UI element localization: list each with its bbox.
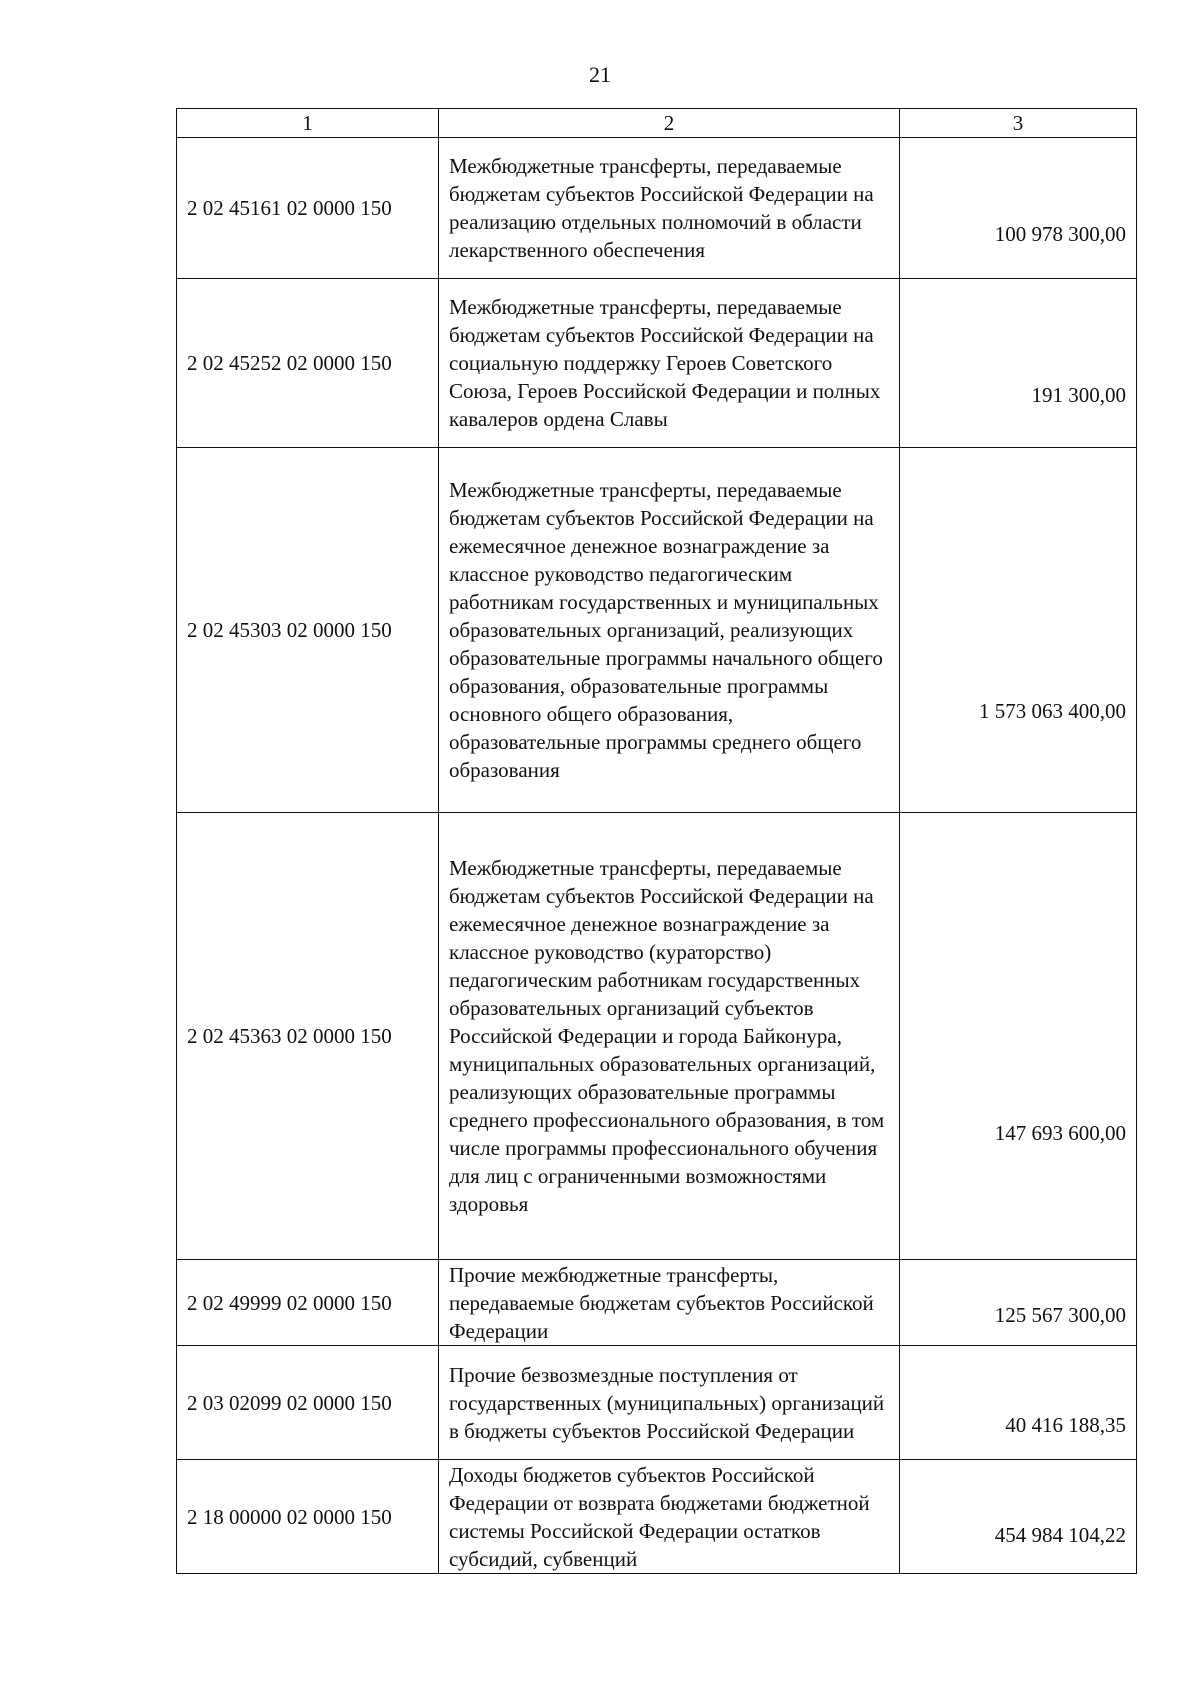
- revenue-amount-cell: [900, 1346, 1137, 1460]
- amount-value: 147 693 600,00: [994, 1121, 1126, 1145]
- column-header-amount: 3: [900, 109, 1137, 138]
- revenue-description-cell: Прочие безвозмездные поступления от государственных (муниципальных) организаций в бюджеты субъектов Российской Федерации: [439, 1346, 900, 1460]
- revenue-code-cell: 2 02 49999 02 0000 150: [177, 1260, 439, 1346]
- revenue-description-cell: Межбюджетные трансферты, передаваемые бюджетам субъектов Российской Федерации на социальную поддержку Героев Советского Союза, Героев Российской Федерации и полных кавалеров ордена Славы: [439, 279, 900, 448]
- amount-value: 1 573 063 400,00: [979, 699, 1126, 723]
- revenue-amount-cell: [900, 279, 1137, 448]
- table-row: [177, 1260, 1137, 1346]
- table-row: [177, 1346, 1137, 1460]
- table-row: [177, 279, 1137, 448]
- budget-revenue-table: [176, 108, 1137, 1574]
- revenue-amount-cell: [900, 1260, 1137, 1346]
- column-header-description: 2: [439, 109, 900, 138]
- amount-value: 191 300,00: [1031, 383, 1126, 407]
- revenue-amount-cell: [900, 138, 1137, 279]
- revenue-description-cell: Межбюджетные трансферты, передаваемые бюджетам субъектов Российской Федерации на ежемесячное денежное вознаграждение за классное руководство (кураторство) педагогическим работникам государственных образовательных организаций субъектов Российской Федерации и города Байконура, муниципальных образовательных организаций, реализующих образовательные программы среднего профессионального образования, в том числе программы профессионального обучения для лиц с ограниченными возможностями здоровья: [439, 813, 900, 1260]
- amount-value: 125 567 300,00: [994, 1302, 1126, 1327]
- revenue-code-cell: 2 02 45363 02 0000 150: [177, 813, 439, 1260]
- revenue-description-cell: Межбюджетные трансферты, передаваемые бюджетам субъектов Российской Федерации на реализацию отдельных полномочий в области лекарственного обеспечения: [439, 138, 900, 279]
- revenue-description-cell: Прочие межбюджетные трансферты, передаваемые бюджетам субъектов Российской Федерации: [439, 1260, 900, 1346]
- revenue-code-cell: 2 18 00000 02 0000 150: [177, 1460, 439, 1574]
- amount-value: 100 978 300,00: [994, 222, 1126, 246]
- revenue-amount-cell: [900, 1460, 1137, 1574]
- table-row: [177, 448, 1137, 813]
- revenue-code-cell: 2 03 02099 02 0000 150: [177, 1346, 439, 1460]
- revenue-description-cell: Доходы бюджетов субъектов Российской Федерации от возврата бюджетами бюджетной системы Российской Федерации остатков субсидий, субвенций: [439, 1460, 900, 1574]
- revenue-amount-cell: [900, 813, 1137, 1260]
- table-row: [177, 813, 1137, 1260]
- revenue-code-cell: 2 02 45303 02 0000 150: [177, 448, 439, 813]
- table-row: [177, 1460, 1137, 1574]
- table-row: [177, 138, 1137, 279]
- revenue-code-cell: 2 02 45252 02 0000 150: [177, 279, 439, 448]
- amount-value: 40 416 188,35: [1005, 1412, 1126, 1437]
- amount-value: 454 984 104,22: [994, 1522, 1126, 1547]
- table-header-row: [177, 109, 1137, 138]
- revenue-code-cell: 2 02 45161 02 0000 150: [177, 138, 439, 279]
- revenue-amount-cell: [900, 448, 1137, 813]
- page-number: 21: [589, 62, 611, 87]
- column-header-code: 1: [177, 109, 439, 138]
- revenue-description-cell: Межбюджетные трансферты, передаваемые бюджетам субъектов Российской Федерации на ежемесячное денежное вознаграждение за классное руководство педагогическим работникам государственных и муниципальных образовательных организаций, реализующих образовательные программы начального общего образования, образовательные программы основного общего образования, образовательные программы среднего общего образования: [439, 448, 900, 813]
